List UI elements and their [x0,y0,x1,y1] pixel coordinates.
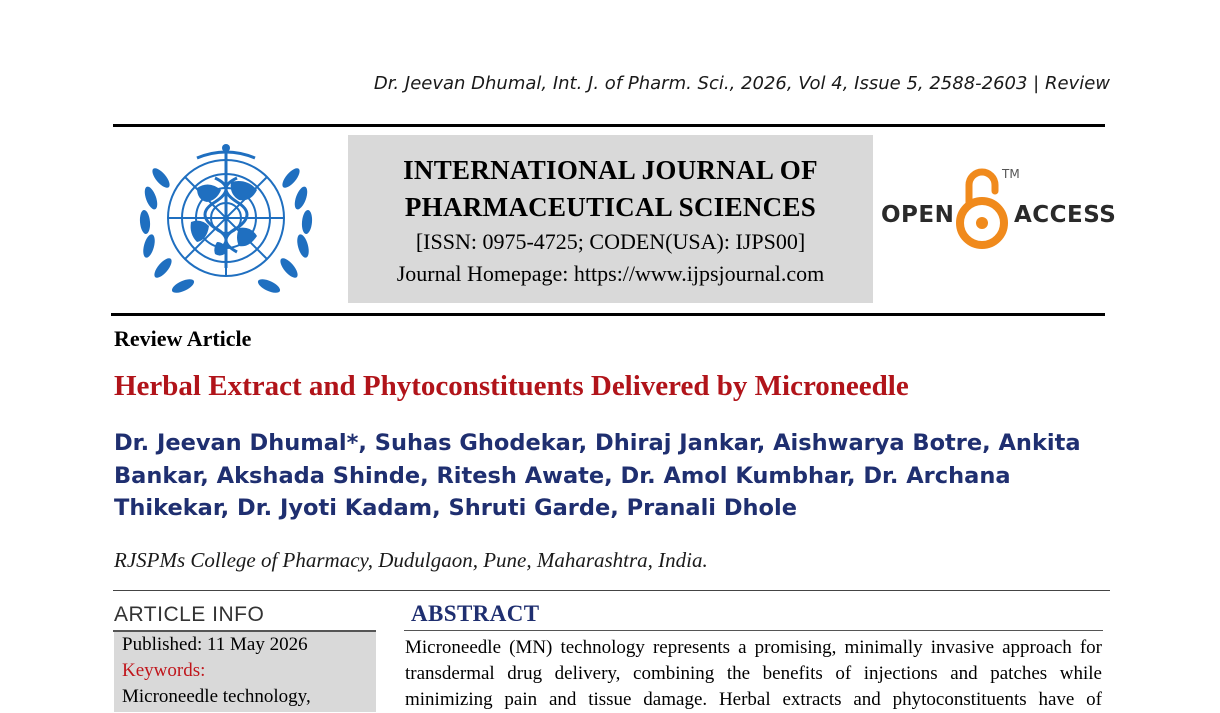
header-top-rule [113,124,1105,127]
article-info-heading: ARTICLE INFO [114,603,265,626]
open-access-left-text: OPEN [881,202,955,228]
abstract-rule [404,630,1103,631]
article-type-label: Review Article [114,326,252,351]
journal-title-line-2: PHARMACEUTICAL SCIENCES [404,192,817,222]
journal-emblem-icon [127,138,325,306]
author-list: Dr. Jeevan Dhumal*, Suhas Ghodekar, Dhiraj Jankar, Aishwarya Botre, Ankita Bankar, Akshada Shinde, Ritesh Awate, Dr. Amol Kumbhar, Dr. Archana Thikekar, Dr. Jyoti Kadam, Shruti Garde, Pranali Dhole [114,430,1081,521]
journal-title-line-1: INTERNATIONAL JOURNAL OF [403,155,818,185]
open-access-logo [878,165,1117,253]
journal-homepage: Journal Homepage: https://www.ijpsjournal.com [396,261,825,286]
header-bottom-rule [111,313,1105,316]
open-access-right-text: ACCESS [1014,202,1117,228]
keywords-text: Microneedle technology, [122,686,311,707]
article-title: Herbal Extract and Phytoconstituents Delivered by Microneedle [114,370,909,402]
journal-issn: [ISSN: 0975-4725; CODEN(USA): IJPS00] [415,229,806,254]
keywords-label: Keywords: [122,660,206,681]
abstract-line: minimizing pain and tissue damage. Herbal extracts and phytoconstituents have of [405,689,1102,710]
running-header-citation: Dr. Jeevan Dhumal, Int. J. of Pharm. Sci., 2026, Vol 4, Issue 5, 2588-2603 | Review [373,73,1110,94]
abstract-heading: ABSTRACT [411,601,540,626]
abstract-line: Microneedle (MN) technology represents a promising, minimally invasive approach for [405,637,1102,658]
abstract-line: transdermal drug delivery, combining the benefits of injections and patches while [405,663,1102,684]
author-affiliation: RJSPMs College of Pharmacy, Dudulgaon, Pune, Maharashtra, India. [114,548,708,572]
abstract-body [405,635,1102,713]
published-date: Published: 11 May 2026 [122,634,308,655]
journal-title-box [348,135,873,303]
affiliation-divider [113,590,1110,591]
trademark-mark: TM [1002,167,1020,181]
